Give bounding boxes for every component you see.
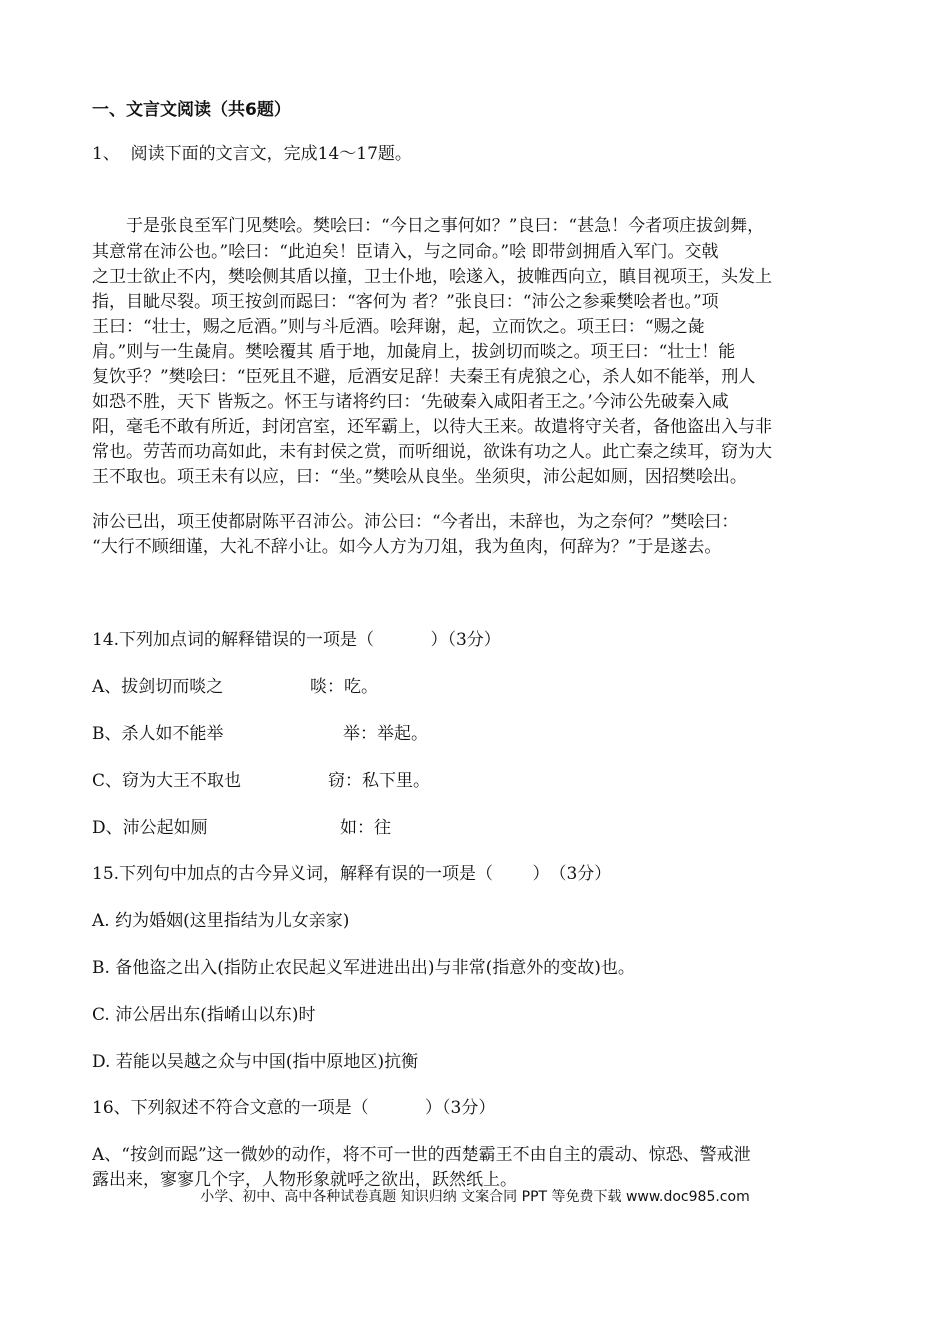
- option-d: D. 若能以吴越之众与中国(指中原地区)抗衡: [92, 1052, 419, 1072]
- option-b-gloss: 举：举起。: [343, 724, 428, 744]
- option-b: B、杀人如不能举: [92, 724, 224, 744]
- option-a: A、“按剑而跽”这一微妙的动作，将不可一世的西楚霸王不由自主的震动、惊恐、警戒泄: [92, 1145, 751, 1165]
- passage-line: “大行不顾细谨，大礼不辞小让。如今人方为刀俎，我为鱼肉，何辞为？”于是遂去。: [92, 537, 722, 557]
- passage-line: 王不取也。项王未有以应，曰：“坐。”樊哙从良坐。坐须臾，沛公起如厕，因招樊哙出。: [92, 467, 747, 487]
- option-a: A、拔剑切而啖之: [92, 677, 224, 697]
- passage-line: 于是张良至军门见樊哙。樊哙曰：“今日之事何如？”良曰：“甚急！今者项庄拔剑舞，: [126, 216, 765, 236]
- passage-line: 如恐不胜，天下 皆叛之。怀王与诸将约曰：‘先破秦入咸阳者王之。’今沛公先破秦入咸: [92, 392, 729, 412]
- question-text: 16、下列叙述不符合文意的一项是（ ）（3分）: [92, 1098, 496, 1118]
- passage-line: 肩。”则与一生彘肩。樊哙覆其 盾于地，加彘肩上，拔剑切而啖之。项王曰：“壮士！能: [92, 342, 736, 362]
- option-a: A. 约为婚姻(这里指结为儿女亲家): [92, 911, 350, 931]
- page-footer: 小学、初中、高中各种试卷真题 知识归纳 文案合同 PPT 等免费下载 www.doc985.com: [200, 1189, 750, 1205]
- option-d: D、沛公起如厕: [92, 818, 208, 838]
- passage-line: 之卫士欲止不内，樊哙侧其盾以撞，卫士仆地，哙遂入，披帷西向立，瞋目视项王，头发上: [92, 267, 772, 287]
- passage-line: 其意常在沛公也。”哙曰：“此迫矣！臣请入，与之同命。”哙 即带剑拥盾入军门。交戟: [92, 242, 719, 262]
- passage-line: 沛公已出，项王使都尉陈平召沛公。沛公曰：“今者出，未辞也，为之奈何？”樊哙曰：: [92, 512, 739, 532]
- option-a-gloss: 啖：吃。: [310, 677, 378, 697]
- option-c-gloss: 窃：私下里。: [328, 771, 430, 791]
- option-b: B. 备他盗之出入(指防止农民起义军进进出出)与非常(指意外的变故)也。: [92, 958, 635, 978]
- passage-line: 复饮乎？”樊哙曰：“臣死且不避，卮酒安足辞！夫秦王有虎狼之心，杀人如不能举，刑人: [92, 367, 756, 387]
- passage-line: 阳，毫毛不敢有所近，封闭宫室，还军霸上，以待大王来。故遣将守关者，备他盗出入与非: [92, 417, 772, 437]
- option-c: C、窃为大王不取也: [92, 771, 242, 791]
- option-c: C. 沛公居出东(指崤山以东)时: [92, 1005, 316, 1025]
- question-text: 14.下列加点词的解释错误的一项是（ ）（3分）: [92, 630, 501, 650]
- passage-line: 指，目眦尽裂。项王按剑而跽曰：“客何为 者？”张良曰：“沛公之参乘樊哙者也。”项: [92, 292, 719, 312]
- question-text: 15.下列句中加点的古今异义词，解释有误的一项是（ ） （3分）: [92, 864, 612, 884]
- passage-line: 常也。劳苦而功高如此，未有封侯之赏，而听细说，欲诛有功之人。此亡秦之续耳，窃为大: [92, 442, 772, 462]
- option-a-continued: 露出来，寥寥几个字，人物形象就呼之欲出，跃然纸上。: [92, 1170, 517, 1190]
- question-intro: 1、 阅读下面的文言文，完成14～17题。: [92, 144, 412, 164]
- option-d-gloss: 如：往: [340, 818, 391, 838]
- passage-line: 王曰：“壮士，赐之卮酒。”则与斗卮酒。哙拜谢，起，立而饮之。项王曰：“赐之彘: [92, 317, 705, 337]
- section-title: 一、文言文阅读（共6题）: [92, 100, 291, 120]
